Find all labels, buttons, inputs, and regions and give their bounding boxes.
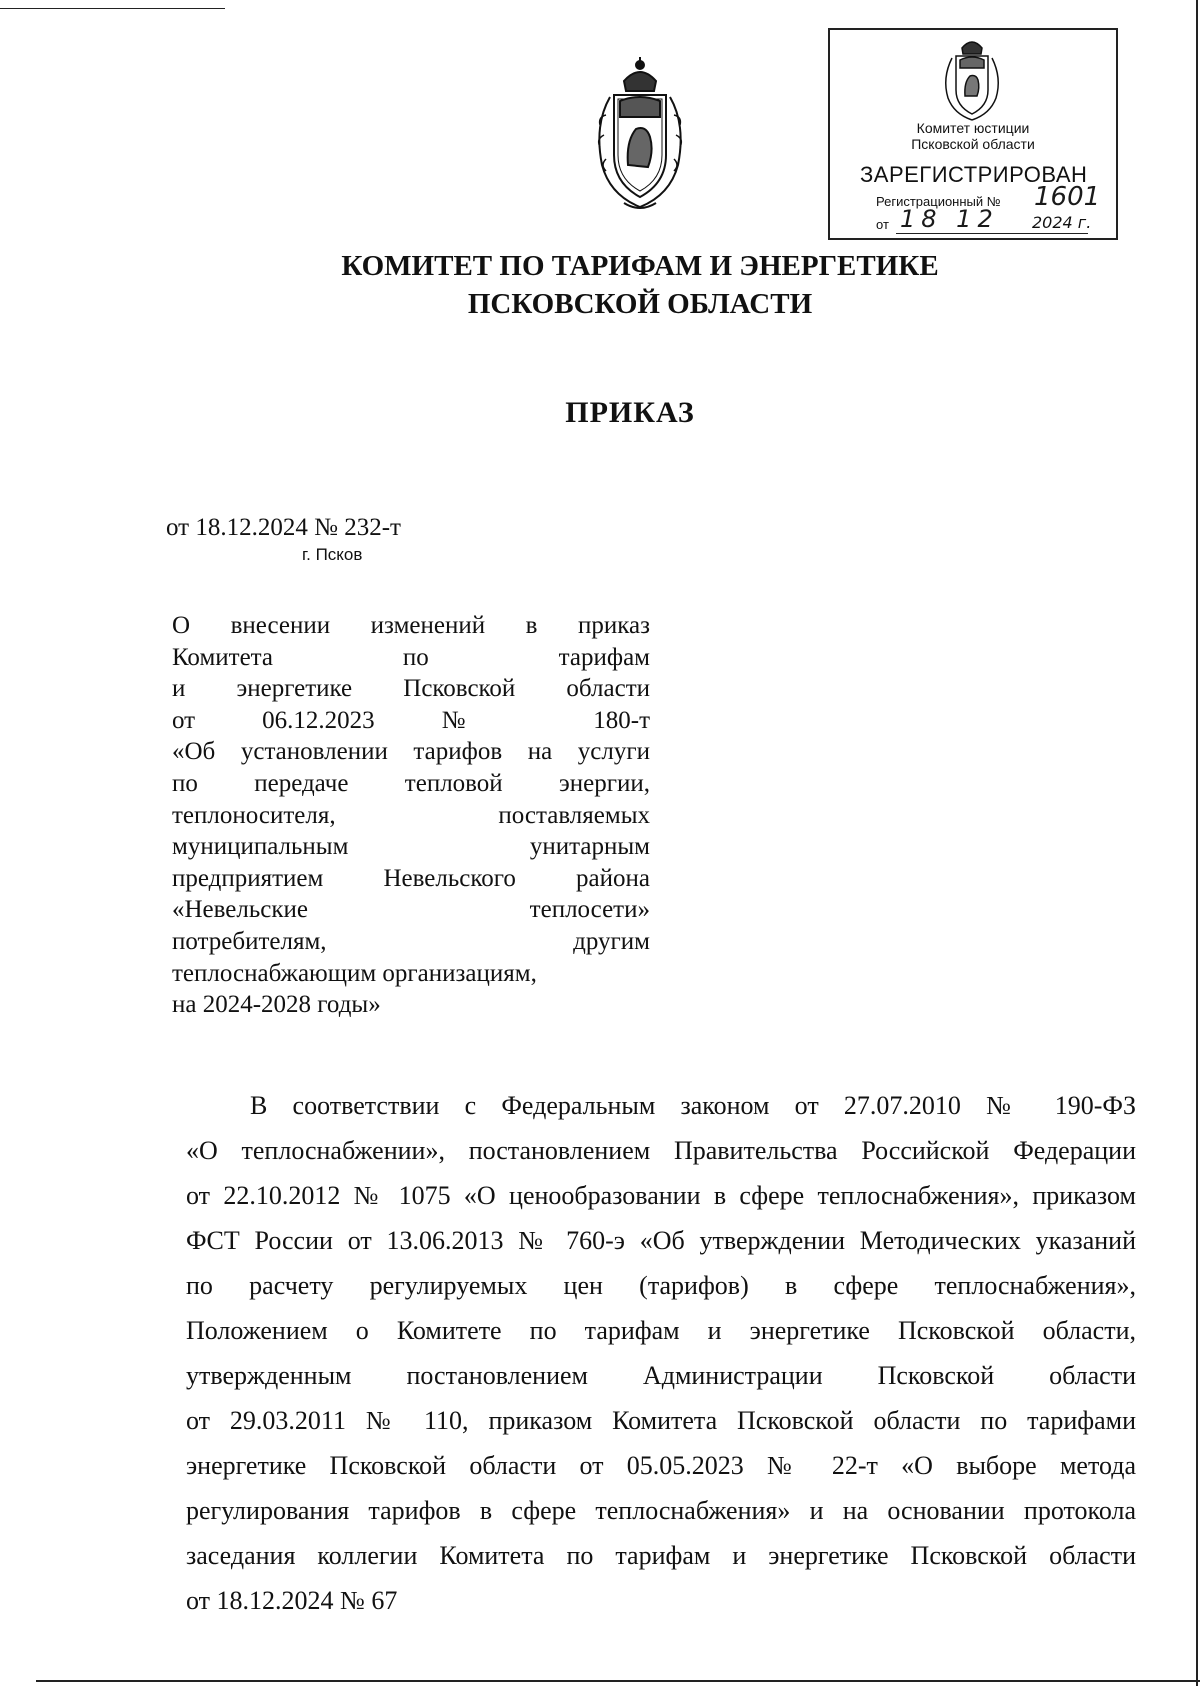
document-kind: ПРИКАЗ bbox=[565, 396, 695, 429]
subject-line: теплоносителя, поставляемых bbox=[172, 801, 650, 829]
stamp-date-label: от bbox=[876, 217, 889, 232]
preamble-line: «О теплоснабжении», постановлением Правительства Российской Федерации bbox=[186, 1136, 1136, 1165]
stamp-org-line1: Комитет юстиции bbox=[916, 120, 1030, 136]
stamp-reg-label: Регистрационный № bbox=[876, 194, 1001, 209]
stamp-status: ЗАРЕГИСТРИРОВАН bbox=[860, 162, 1088, 187]
preamble-line: ФСТ России от 13.06.2013 № 760-э «Об утверждении Методических указаний bbox=[186, 1226, 1136, 1255]
scan-edge-top bbox=[0, 8, 225, 9]
subject-line: О внесении изменений в приказ bbox=[172, 612, 650, 639]
org-title-line1: КОМИТЕТ ПО ТАРИФАМ И ЭНЕРГЕТИКЕ bbox=[341, 250, 939, 282]
subject-line: по передаче тепловой энергии, bbox=[172, 769, 650, 797]
preamble-line: утвержденным постановлением Администрации Псковской области bbox=[186, 1361, 1136, 1390]
subject-line: Комитета по тарифам bbox=[172, 643, 650, 671]
preamble-line: по расчету регулируемых цен (тарифов) в сфере теплоснабжения», bbox=[186, 1271, 1136, 1300]
stamp-org-line2: Псковской области bbox=[911, 136, 1035, 152]
subject-line: муниципальным унитарным bbox=[172, 833, 650, 861]
subject-line: и энергетике Псковской области bbox=[172, 675, 650, 703]
preamble-line: энергетике Псковской области от 05.05.2023 № 22-т «О выборе метода bbox=[186, 1451, 1136, 1480]
document-city: г. Псков bbox=[302, 545, 363, 564]
preamble-line: Положением о Комитете по тарифам и энергетике Псковской области, bbox=[186, 1316, 1136, 1345]
stamp-date-value: 18 12 bbox=[900, 205, 999, 233]
document-preamble bbox=[186, 1083, 1136, 1623]
registration-stamp bbox=[828, 28, 1118, 240]
stamp-year-value: 2024 г. bbox=[1032, 213, 1092, 232]
preamble-line: В соответствии с Федеральным законом от 27.07.2010 № 190-ФЗ bbox=[250, 1091, 1136, 1120]
preamble-line: от 29.03.2011 № 110, приказом Комитета Псковской области по тарифами bbox=[186, 1406, 1136, 1435]
preamble-line: от 22.10.2012 № 1075 «О ценообразовании в сфере теплоснабжения», приказом bbox=[186, 1181, 1136, 1210]
subject-line: на 2024-2028 годы» bbox=[172, 991, 381, 1019]
subject-line: потребителям, другим bbox=[172, 927, 650, 955]
preamble-line: от 18.12.2024 № 67 bbox=[186, 1586, 398, 1615]
preamble-line: заседания коллегии Комитета по тарифам и энергетике Псковской области bbox=[186, 1541, 1136, 1570]
document-number: от 18.12.2024 № 232-т bbox=[166, 514, 401, 541]
stamp-reg-number: 1601 bbox=[1034, 182, 1101, 212]
preamble-line: регулирования тарифов в сфере теплоснабжения» и на основании протокола bbox=[186, 1496, 1136, 1525]
document-subject bbox=[172, 610, 650, 1021]
stamp-emblem-icon bbox=[936, 34, 1008, 122]
subject-line: от 06.12.2023 № 180-т bbox=[172, 706, 650, 734]
subject-line: «Об установлении тарифов на услуги bbox=[172, 738, 650, 766]
coat-of-arms-emblem bbox=[580, 55, 700, 215]
scan-edge-bottom bbox=[36, 1680, 1200, 1682]
org-title-line2: ПСКОВСКОЙ ОБЛАСТИ bbox=[467, 288, 813, 320]
stamp-date-underline bbox=[896, 233, 1088, 234]
subject-line: предприятием Невельского района bbox=[172, 864, 650, 892]
subject-line: теплоснабжающим организациям, bbox=[172, 959, 537, 987]
subject-line: «Невельские теплосети» bbox=[172, 896, 650, 924]
